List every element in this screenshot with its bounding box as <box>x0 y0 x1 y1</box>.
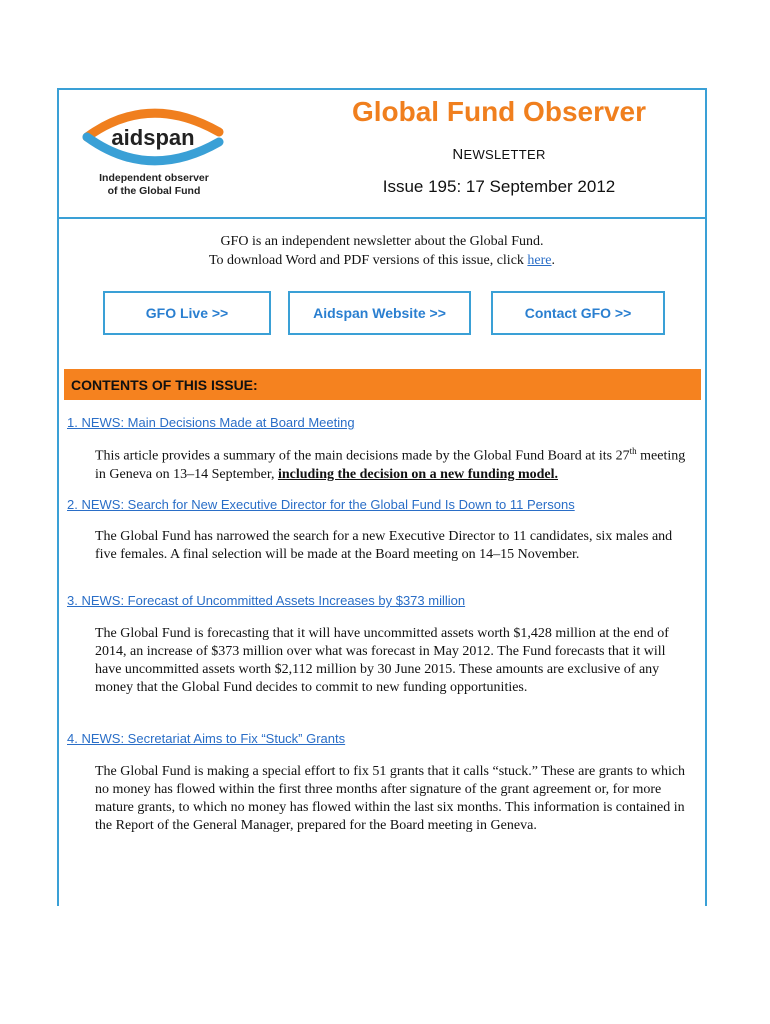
download-here-link[interactable]: here <box>527 253 552 268</box>
logo-tagline <box>79 172 229 198</box>
issue-line: Issue 195: 17 September 2012 <box>382 177 616 196</box>
newsletter-subtitle <box>289 146 709 163</box>
news-1-text-b: meeting in Geneva on 13–14 September, <box>95 448 686 482</box>
logo-tagline-line-1: Independent observer <box>99 172 209 184</box>
news-1-superscript: th <box>629 446 637 456</box>
intro-line-2-prefix: To download Word and PDF versions of this issue, click <box>208 253 528 268</box>
newsletter-frame <box>57 88 707 906</box>
news-1-bold-text: including the decision on a new funding model. <box>277 466 559 482</box>
gfo-live-button[interactable]: GFO Live >> <box>103 291 271 335</box>
news-link-2[interactable]: 2. NEWS: Search for New Executive Director for the Global Fund Is Down to 11 Persons <box>67 497 575 512</box>
news-summary-4: The Global Fund is making a special effort to fix 51 grants that it calls “stuck.” These are grants to which no money has flowed within the first three months after signature of the grant agreement or, for more mature grants, to which no money has flowed within the last six months. This information is contained in the Report of the General Manager, prepared for the Board meeting in Geneva. <box>95 764 686 833</box>
contact-gfo-button[interactable]: Contact GFO >> <box>491 291 665 335</box>
intro-line-2-suffix: . <box>551 253 556 268</box>
subtitle-rest: EWSLETTER <box>463 147 546 162</box>
aidspan-eye-icon <box>79 102 229 172</box>
news-summary-3: The Global Fund is forecasting that it will have uncommitted assets worth $1,428 million at the end of 2014, an increase of $373 million over what was forecast in May 2012. The Fund forecasts that it will have uncommitted assets worth $2,112 million by 30 June 2015. These amounts are exclusive of any money that the Global Fund decides to commit to new funding opportunities. <box>95 626 669 695</box>
intro-text <box>59 232 705 270</box>
aidspan-logo[interactable] <box>79 102 229 212</box>
intro-line-1: GFO is an independent newsletter about the Global Fund. <box>220 234 544 249</box>
logo-tagline-line-2: of the Global Fund <box>107 185 201 197</box>
news-link-4[interactable]: 4. NEWS: Secretariat Aims to Fix “Stuck” Grants <box>67 731 346 746</box>
logo-wordmark: aidspan <box>111 125 195 150</box>
news-summary-1 <box>95 442 693 484</box>
news-1-text-a: This article provides a summary of the main decisions made by the Global Fund Board at its 27 <box>95 448 630 464</box>
intro-line-2 <box>59 251 705 270</box>
newsletter-title: Global Fund Observer <box>351 96 647 127</box>
news-summary-2: The Global Fund has narrowed the search for a new Executive Director to 11 candidates, six males and five females. A final selection will be made at the Board meeting on 14–15 November. <box>95 529 673 562</box>
subtitle-initial: N <box>452 146 464 163</box>
newsletter-header <box>59 90 705 219</box>
news-link-1[interactable]: 1. NEWS: Main Decisions Made at Board Meeting <box>67 415 355 430</box>
aidspan-website-button[interactable]: Aidspan Website >> <box>288 291 471 335</box>
news-link-3[interactable]: 3. NEWS: Forecast of Uncommitted Assets Increases by $373 million <box>67 593 466 608</box>
contents-heading: CONTENTS OF THIS ISSUE: <box>64 369 701 400</box>
